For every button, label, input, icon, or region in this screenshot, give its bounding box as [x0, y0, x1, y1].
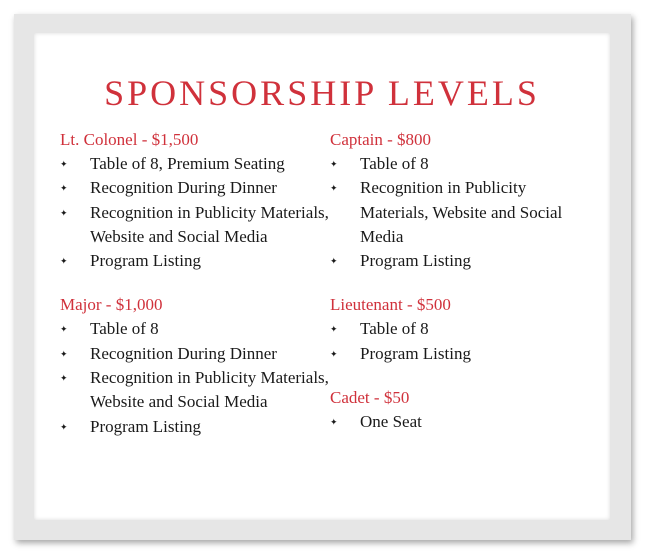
- left-column: [60, 128, 330, 459]
- level-heading: Major - $1,000: [60, 295, 163, 315]
- perk-item: [330, 410, 590, 434]
- sponsorship-level: [60, 128, 330, 273]
- perk-text: Program Listing: [90, 416, 201, 436]
- perk-item: [60, 201, 330, 250]
- diamond-bullet-icon: ✦: [60, 324, 68, 335]
- card-frame: [14, 14, 631, 540]
- diamond-bullet-icon: ✦: [60, 348, 68, 359]
- level-heading: Captain - $800: [330, 130, 432, 149]
- perk-text: Recognition in Publicity Materials, Website and Social Media: [90, 202, 329, 246]
- perk-item: [330, 342, 590, 366]
- perk-item: [330, 176, 590, 249]
- perk-item: [60, 415, 330, 439]
- diamond-bullet-icon: ✦: [330, 256, 338, 267]
- sponsorship-level: [330, 128, 590, 273]
- level-heading: Lt. Colonel - $1,500: [60, 130, 199, 149]
- perk-item: [60, 317, 330, 341]
- perk-list: [60, 152, 330, 273]
- diamond-bullet-icon: ✦: [60, 183, 68, 194]
- perk-text: Table of 8: [90, 319, 159, 339]
- diamond-bullet-icon: ✦: [330, 159, 338, 169]
- perk-text: Recognition During Dinner: [90, 178, 277, 198]
- sponsorship-level: [330, 293, 590, 366]
- page-title: SPONSORSHIP LEVELS: [104, 73, 540, 113]
- perk-item: [330, 249, 590, 273]
- perk-list: [330, 317, 590, 366]
- diamond-bullet-icon: ✦: [330, 348, 338, 359]
- perk-item: [60, 342, 330, 366]
- perk-item: [330, 317, 590, 341]
- perk-item: [60, 152, 330, 176]
- perk-text: Recognition in Publicity Materials, Website and Social Media: [90, 368, 329, 412]
- perk-item: [60, 176, 330, 200]
- perk-text: One Seat: [360, 412, 422, 432]
- sponsorship-level: [330, 386, 590, 434]
- diamond-bullet-icon: ✦: [60, 207, 68, 218]
- perk-text: Program Listing: [360, 251, 471, 271]
- diamond-bullet-icon: ✦: [330, 324, 338, 335]
- perk-text: Table of 8: [360, 319, 429, 339]
- perk-list: [330, 152, 590, 273]
- perk-text: Recognition During Dinner: [90, 343, 277, 363]
- perk-list: [60, 317, 330, 438]
- perk-text: Program Listing: [90, 251, 201, 271]
- right-column: [330, 128, 590, 454]
- diamond-bullet-icon: ✦: [330, 183, 338, 194]
- perk-item: [330, 152, 590, 176]
- diamond-bullet-icon: ✦: [60, 159, 68, 169]
- perk-text: Table of 8, Premium Seating: [90, 154, 285, 173]
- perk-text: Recognition in Publicity Materials, Website and Social Media: [360, 178, 563, 246]
- perk-text: Program Listing: [360, 343, 471, 363]
- level-heading: Lieutenant - $500: [330, 295, 451, 315]
- perk-list: [330, 410, 590, 434]
- perk-item: [60, 366, 330, 415]
- sponsorship-panel: [34, 33, 610, 520]
- perk-text: Table of 8: [360, 154, 429, 173]
- perk-item: [60, 249, 330, 273]
- level-heading: Cadet - $50: [330, 388, 410, 408]
- diamond-bullet-icon: ✦: [60, 421, 68, 432]
- diamond-bullet-icon: ✦: [60, 256, 68, 267]
- sponsorship-level: [60, 293, 330, 438]
- diamond-bullet-icon: ✦: [330, 417, 338, 428]
- diamond-bullet-icon: ✦: [60, 373, 68, 384]
